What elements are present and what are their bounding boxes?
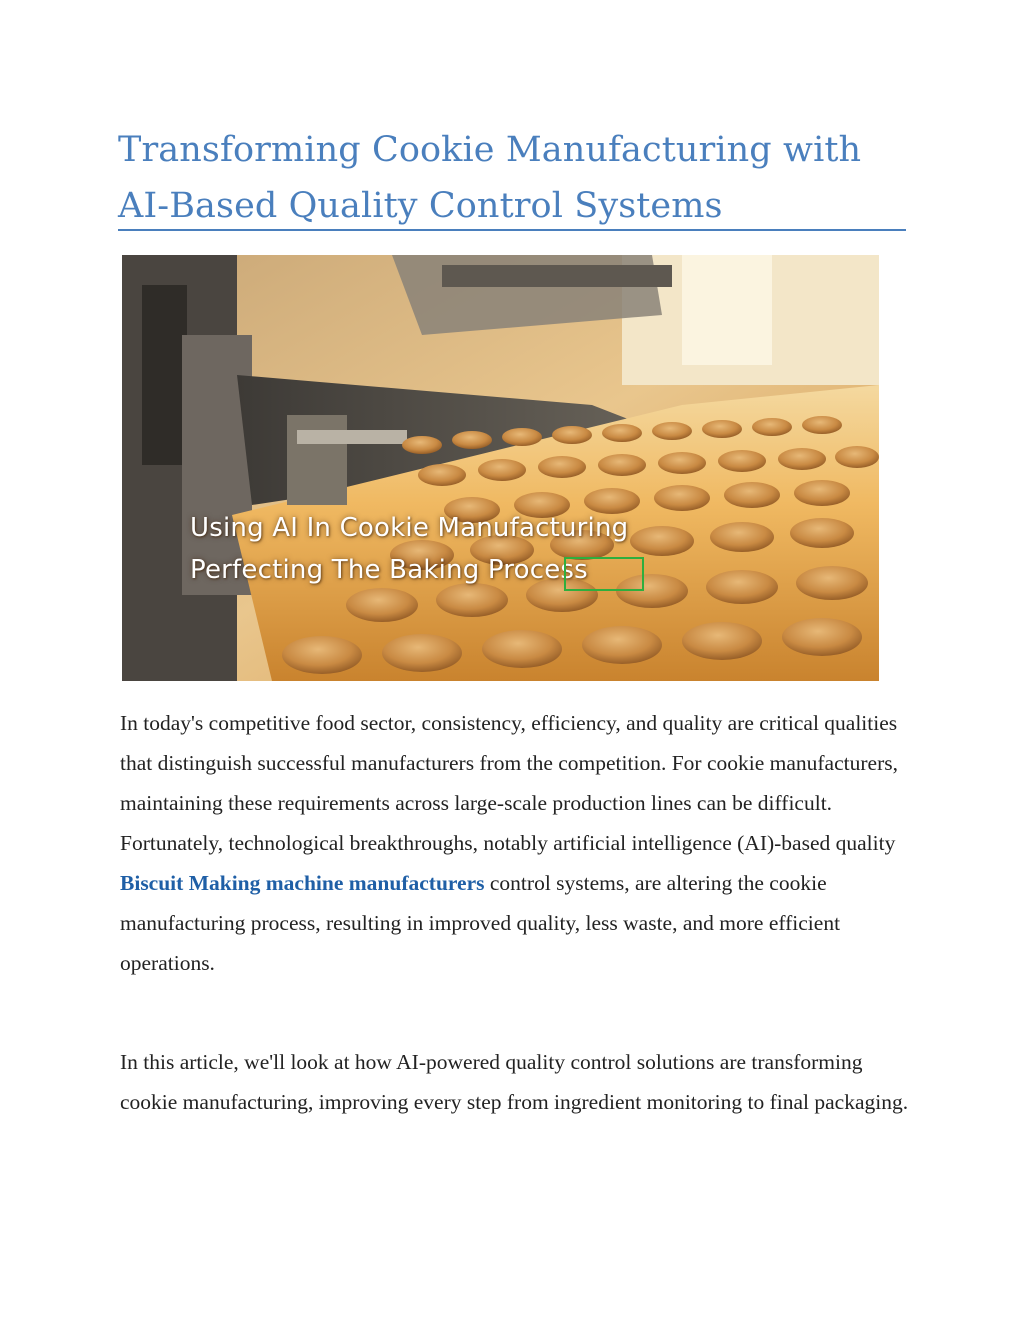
second-paragraph: In this article, we'll look at how AI-powered quality control solutions are transforming cookie manufacturing, improving every step from ingredient monitoring to final packaging. <box>120 1050 909 1114</box>
article-title <box>118 122 918 234</box>
intro-text-after-link: control systems, are altering the cookie manufacturing process, resulting in improved quality, less waste, and more efficient operations. <box>120 871 841 975</box>
highlight-box <box>564 557 644 591</box>
title-underline <box>118 229 906 231</box>
title-line-2: AI-Based Quality Control Systems <box>118 186 723 226</box>
hero-overlay-line-2: Perfecting The Baking Process <box>190 555 588 585</box>
intro-text-before-link: In today's competitive food sector, consistency, efficiency, and quality are critical qualities that distinguish successful manufacturers from the competition. For cookie manufacturers, maintaining these requirements across large-scale production lines can be difficult. Fortunately, technological breakthroughs, notably artificial intelligence (AI)-based quality <box>120 711 898 855</box>
hero-image <box>122 255 879 681</box>
cookie-production-line-photo <box>122 255 879 681</box>
title-line-1: Transforming Cookie Manufacturing with <box>118 130 862 170</box>
biscuit-machine-manufacturers-link[interactable]: Biscuit Making machine manufacturers <box>120 871 485 895</box>
intro-paragraph <box>120 703 910 983</box>
hero-overlay-line-1: Using AI In Cookie Manufacturing <box>190 513 629 543</box>
